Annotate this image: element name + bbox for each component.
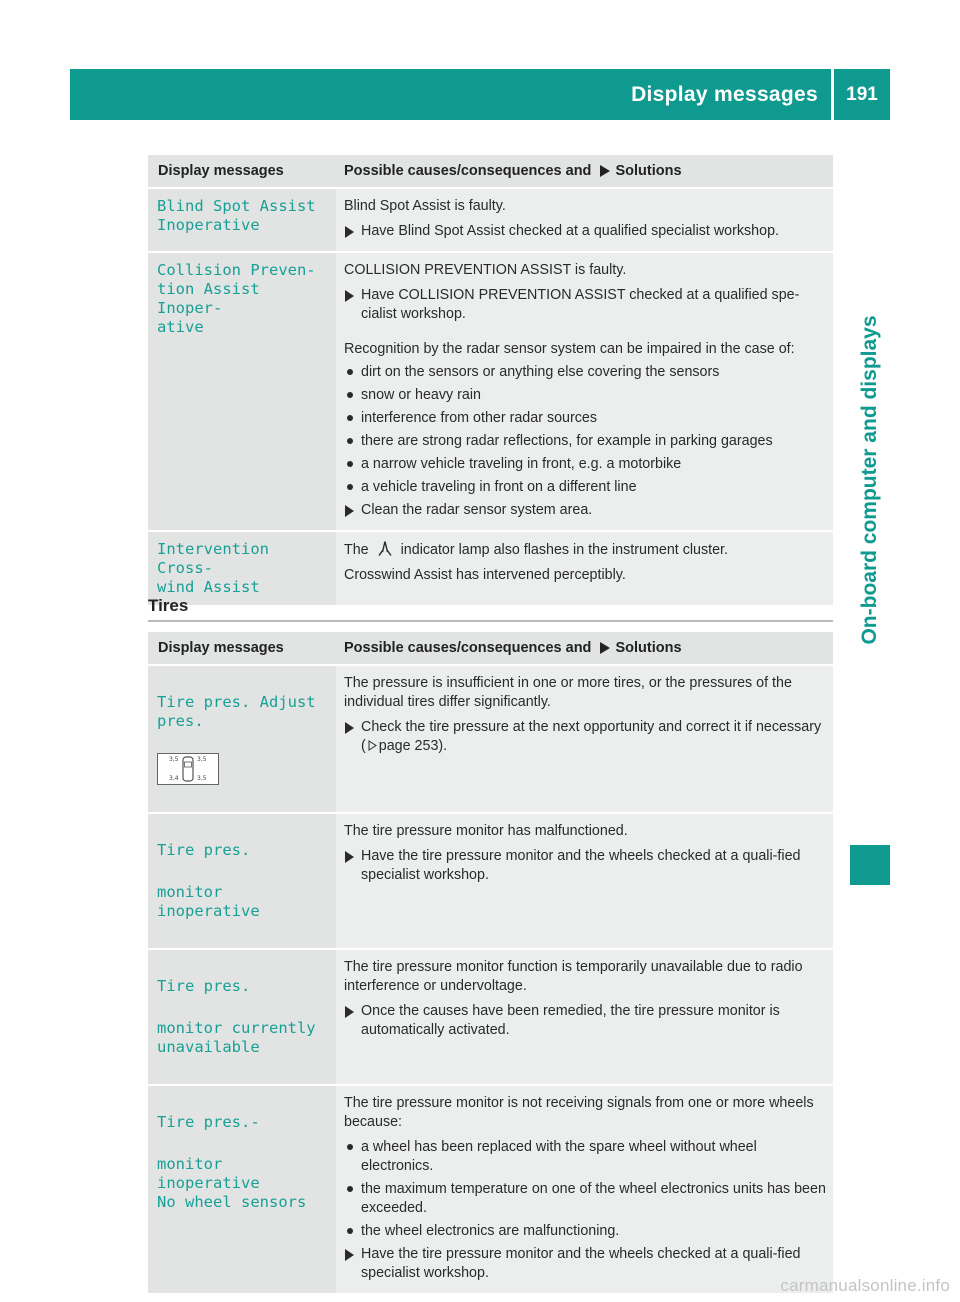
cause-text: [344, 540, 827, 560]
action-item: Have COLLISION PREVENTION ASSIST checked at a qualified spe‐cialist workshop.: [344, 286, 827, 324]
tire-pressure-car-icon: [157, 753, 219, 785]
table-row: [148, 531, 833, 605]
bullet-item: a wheel has been replaced with the spare wheel without wheel electronics.: [344, 1138, 827, 1176]
message-code-text: Tire pres.: [157, 977, 251, 995]
column-header-solutions: [336, 632, 833, 665]
message-description: [336, 949, 833, 1085]
column-header-solutions-label: Solutions: [615, 640, 682, 656]
cause-text: Crosswind Assist has intervened perceptibly.: [344, 567, 626, 583]
message-code-text: monitor inoperative: [157, 883, 260, 920]
table-row: [148, 1085, 833, 1293]
action-text: Check the tire pressure at the next opportunity and correct it if necessary (: [361, 719, 822, 754]
action-item: Have Blind Spot Assist checked at a qualified specialist workshop.: [344, 222, 827, 241]
paragraph-gap: [344, 328, 827, 340]
cause-text: The tire pressure monitor is not receiving signals from one or more wheels because:: [344, 1095, 814, 1130]
bullet-item: interference from other radar sources: [344, 409, 827, 428]
action-item: Clean the radar sensor system area.: [344, 501, 827, 520]
pressure-rear-right: 3,5: [197, 775, 207, 782]
message-code-text: monitor currently unavailable: [157, 1019, 316, 1056]
triangle-right-icon: [599, 164, 611, 178]
reference-triangle-icon: [368, 740, 377, 751]
message-description: [336, 188, 833, 252]
action-item: [344, 718, 827, 756]
bullet-item: a vehicle traveling in front on a different line: [344, 478, 827, 497]
message-description: [336, 531, 833, 605]
display-messages-table-1: [148, 155, 833, 605]
table-row: [148, 949, 833, 1085]
message-code: Collision Preven‐ tion Assist Inoper‐ ative: [148, 252, 336, 531]
cause-text: Blind Spot Assist is faulty.: [344, 198, 506, 214]
action-item: Once the causes have been remedied, the tire pressure monitor is automatically activated.: [344, 1002, 827, 1040]
table-header-row: [148, 155, 833, 188]
display-messages-table-2: [148, 632, 833, 1293]
message-code: Blind Spot Assist Inoperative: [148, 188, 336, 252]
side-tab-label: On-board computer and displays: [858, 315, 881, 645]
message-description: [336, 252, 833, 531]
message-code: [148, 813, 336, 949]
message-code-text: Tire pres.: [157, 841, 251, 859]
table-header-row: [148, 632, 833, 665]
message-code: Intervention Cross‐ wind Assist: [148, 531, 336, 605]
message-code: [148, 1085, 336, 1293]
page-title: Display messages: [631, 82, 818, 106]
bullet-item: the wheel electronics are malfunctioning.: [344, 1222, 827, 1241]
page-reference[interactable]: page 253).: [378, 738, 448, 754]
bullet-item: there are strong radar reflections, for example in parking garages: [344, 432, 827, 451]
action-item: Have the tire pressure monitor and the wheels checked at a quali‐fied specialist workshop.: [344, 1245, 827, 1283]
page-header: [70, 69, 890, 120]
message-code-text: monitor inoperative No wheel sensors: [157, 1155, 307, 1211]
side-marker-block: [850, 845, 890, 885]
side-tab: [850, 128, 890, 832]
page-number: 191: [846, 83, 878, 105]
column-header-messages: Display messages: [148, 632, 336, 665]
cause-text: COLLISION PREVENTION ASSIST is faulty.: [344, 262, 627, 278]
table-row: [148, 252, 833, 531]
message-description: [336, 1085, 833, 1293]
table-row: [148, 188, 833, 252]
bullet-item: the maximum temperature on one of the wheel electronics units has been exceeded.: [344, 1180, 827, 1218]
message-description: [336, 813, 833, 949]
watermark: carmanualsonline.info: [780, 1276, 950, 1295]
message-code-text: Tire pres. Adjust pres.: [157, 693, 316, 730]
message-description: [336, 665, 833, 813]
cause-text-start: The: [344, 542, 369, 558]
section-divider: [148, 620, 833, 622]
message-code: [148, 949, 336, 1085]
pressure-front-left: 3,5: [169, 756, 179, 763]
cause-text: The tire pressure monitor function is temporarily unavailable due to radio interference or undervoltage.: [344, 959, 803, 994]
message-code: [148, 665, 336, 813]
cause-text: Recognition by the radar sensor system can be impaired in the case of:: [344, 341, 795, 357]
bullet-item: dirt on the sensors or anything else covering the sensors: [344, 363, 827, 382]
column-header-solutions-label: Solutions: [615, 163, 682, 179]
column-header-causes: Possible causes/consequences and: [344, 163, 592, 179]
section-title-tires: Tires: [148, 596, 189, 615]
cause-text: The tire pressure monitor has malfunctioned.: [344, 823, 628, 839]
pressure-rear-left: 3,4: [169, 775, 179, 782]
column-header-messages: Display messages: [148, 155, 336, 188]
cause-text-end: indicator lamp also flashes in the instrument cluster.: [400, 542, 729, 558]
pressure-front-right: 3,5: [197, 756, 207, 763]
column-header-solutions: [336, 155, 833, 188]
column-header-causes: Possible causes/consequences and: [344, 640, 592, 656]
bullet-item: a narrow vehicle traveling in front, e.g. a motorbike: [344, 455, 827, 474]
table-row: [148, 665, 833, 813]
triangle-right-icon: [599, 641, 611, 655]
warning-car-icon: [377, 540, 393, 557]
action-item: Have the tire pressure monitor and the wheels checked at a quali‐fied specialist workshop.: [344, 847, 827, 885]
table-row: [148, 813, 833, 949]
cause-text: The pressure is insufficient in one or more tires, or the pressures of the individual tires differ significantly.: [344, 675, 792, 710]
message-code-text: Tire pres.-: [157, 1113, 260, 1131]
bullet-item: snow or heavy rain: [344, 386, 827, 405]
